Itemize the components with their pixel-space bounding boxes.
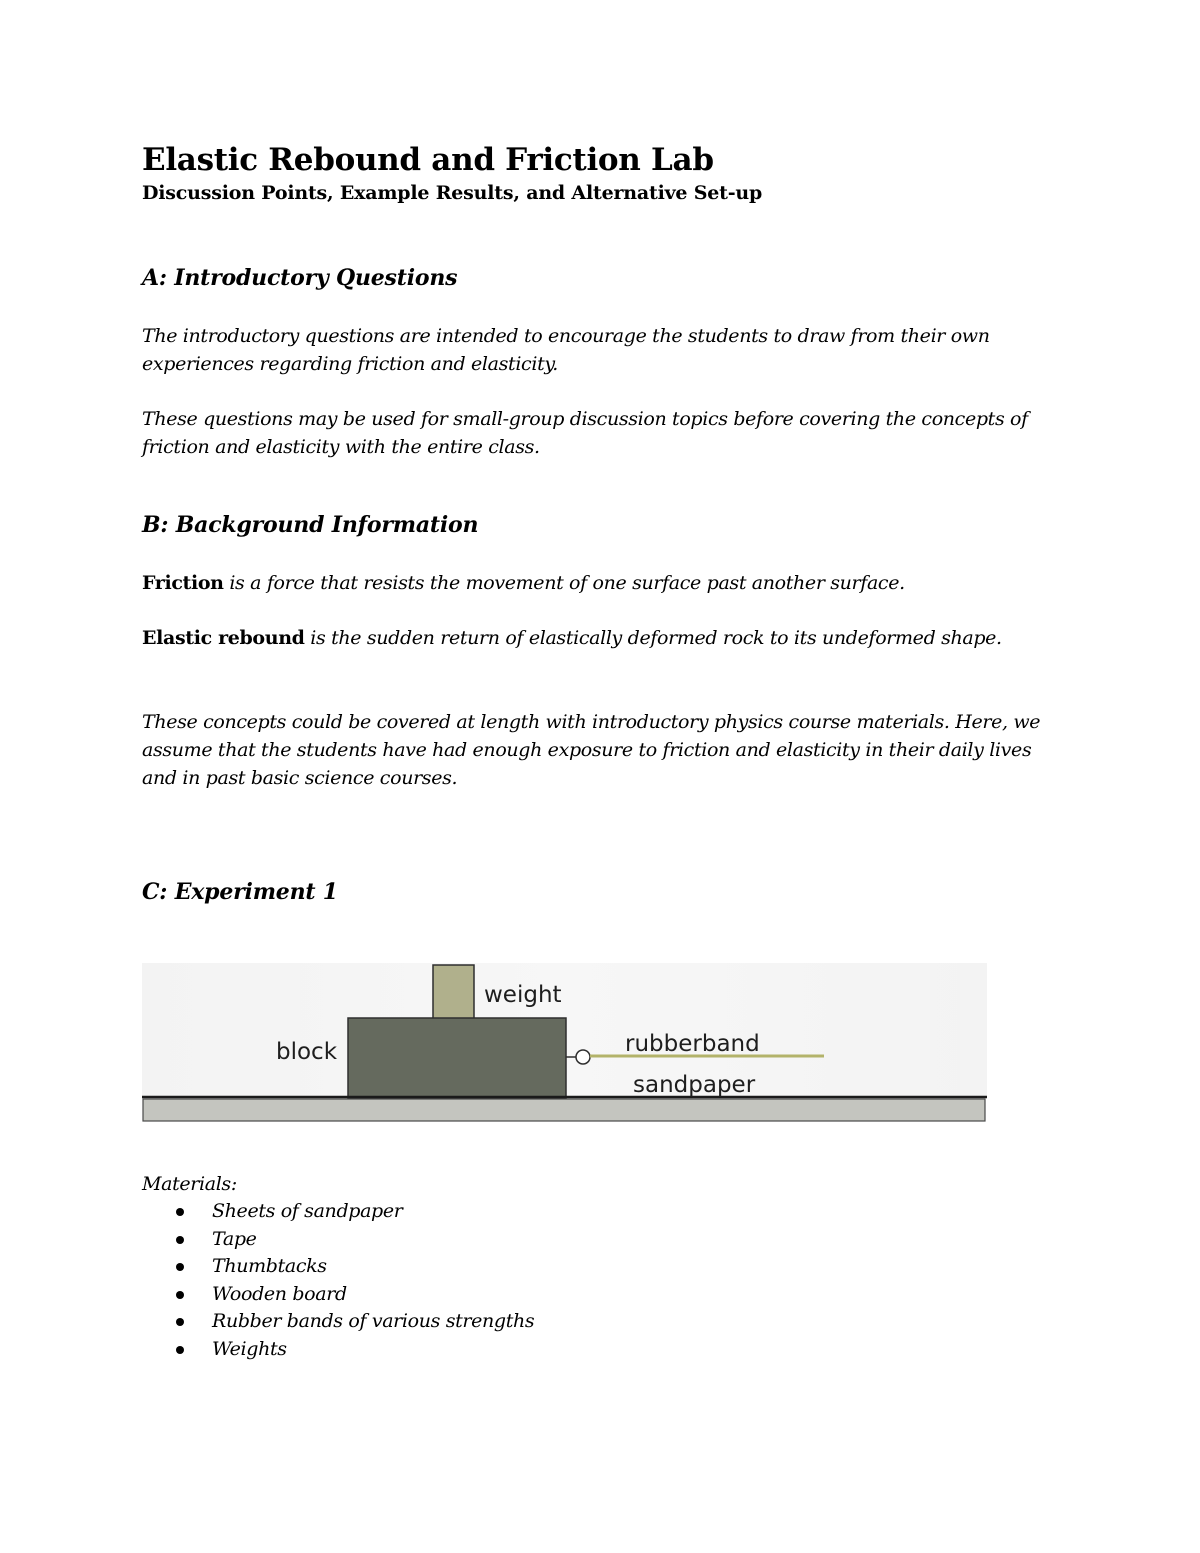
section-b-note: These concepts could be covered at length with introductory physics course materials. Here, we assume that the students have had enough exposure to friction and elasticity in their daily lives and in past basic science courses. <box>142 711 1041 789</box>
list-item-text: Wooden board <box>212 1282 347 1305</box>
bullet-icon <box>176 1236 184 1244</box>
bullet-icon <box>176 1318 184 1326</box>
definition-friction-text: is a force that resists the movement of one surface past another surface. <box>223 572 905 594</box>
list-item <box>142 1308 1062 1336</box>
weight-label: weight <box>484 982 562 1008</box>
section-a-paragraph-2: These questions may be used for small-group discussion topics before covering the concepts of friction and elasticity with the entire class. <box>142 408 1028 458</box>
weight-shape <box>433 965 474 1019</box>
experiment-diagram-svg <box>142 963 992 1128</box>
section-a-paragraph-1: The introductory questions are intended to encourage the students to draw from their own experiences regarding friction and elasticity. <box>142 325 990 375</box>
rubberband-label: rubberband <box>625 1031 760 1057</box>
sandpaper-label: sandpaper <box>633 1072 756 1098</box>
block-label: block <box>276 1039 338 1065</box>
definition-elastic-rebound-term: Elastic rebound <box>142 627 305 649</box>
materials-label: Materials: <box>142 1173 237 1195</box>
bullet-icon <box>176 1208 184 1216</box>
list-item-text: Weights <box>212 1337 287 1360</box>
list-item-text: Rubber bands of various strengths <box>212 1310 535 1332</box>
bullet-icon <box>176 1346 184 1354</box>
list-item <box>142 1253 1062 1281</box>
definition-friction <box>142 569 1062 597</box>
list-item-text: Tape <box>212 1227 257 1250</box>
document-page <box>142 140 1062 1363</box>
definition-friction-term: Friction <box>142 572 224 594</box>
list-item-text: Thumbtacks <box>212 1255 327 1277</box>
document-title: Elastic Rebound and Friction Lab <box>142 142 714 178</box>
list-item <box>142 1198 1062 1226</box>
definition-elastic-rebound <box>142 624 1062 652</box>
thumbtack-shape <box>576 1050 590 1064</box>
board-shape <box>143 1099 985 1121</box>
list-item <box>142 1281 1062 1309</box>
block-shape <box>348 1018 566 1098</box>
bullet-icon <box>176 1291 184 1299</box>
section-b-heading: B: Background Information <box>142 512 479 538</box>
section-a-heading: A: Introductory Questions <box>142 265 458 291</box>
definition-elastic-rebound-text: is the sudden return of elastically deformed rock to its undeformed shape. <box>304 627 1002 649</box>
list-item <box>142 1336 1062 1364</box>
materials-section <box>142 1170 1062 1363</box>
bullet-icon <box>176 1263 184 1271</box>
experiment-diagram <box>142 963 992 1128</box>
list-item <box>142 1226 1062 1254</box>
list-item-text: Sheets of sandpaper <box>212 1200 403 1222</box>
document-subtitle: Discussion Points, Example Results, and Alternative Set-up <box>142 182 763 204</box>
section-c-heading: C: Experiment 1 <box>142 879 338 905</box>
materials-list <box>142 1198 1062 1363</box>
